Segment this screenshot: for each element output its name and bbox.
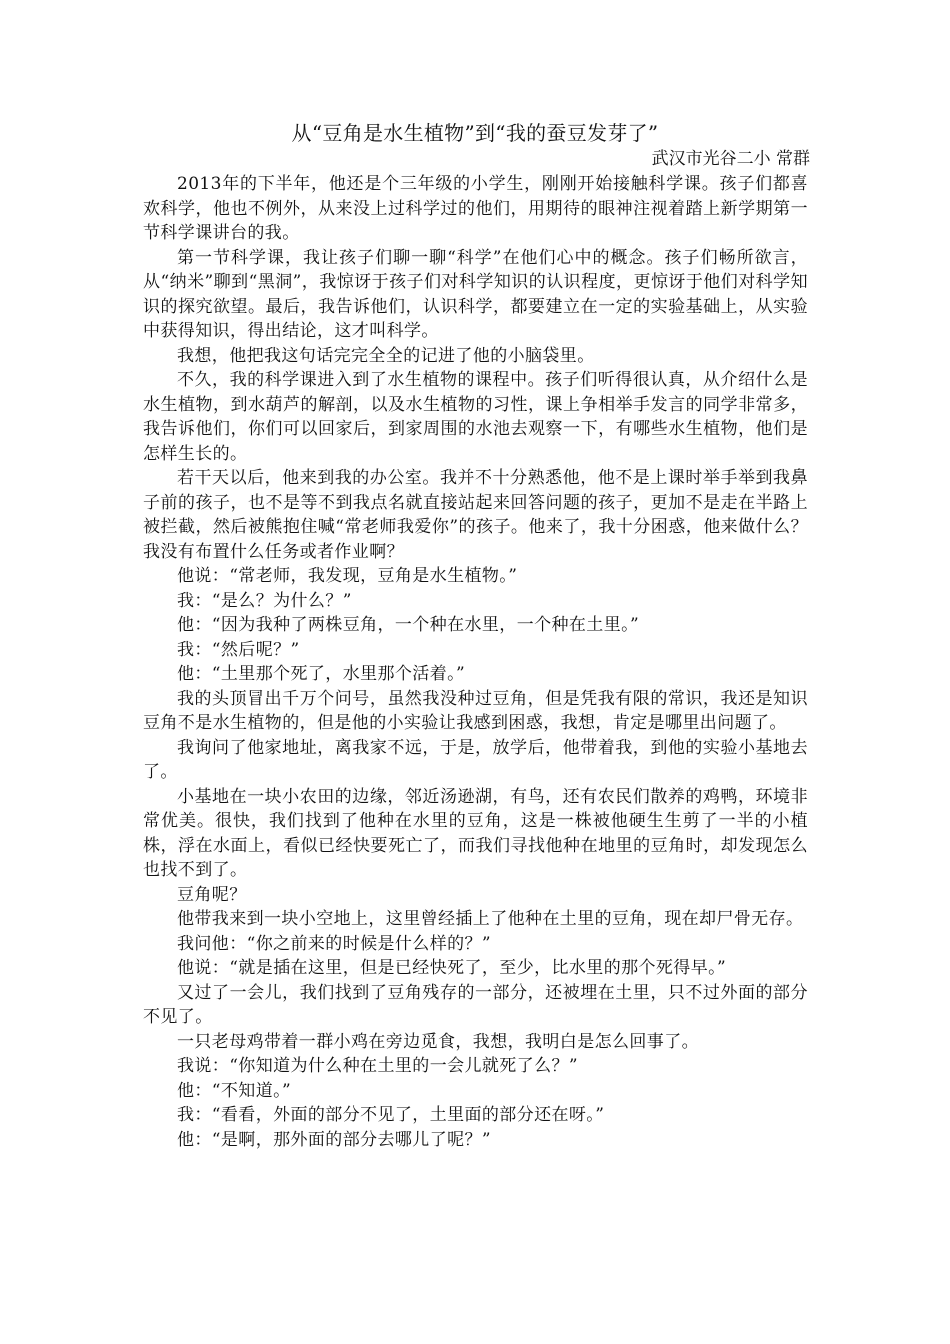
paragraph: 他说：“常老师，我发现，豆角是水生植物。” <box>177 566 518 586</box>
paragraph: 又过了一会儿，我们找到了豆角残存的一部分，还被埋在土里，只不过外面的部分不见了。 <box>143 982 808 1027</box>
paragraph: 他：“是啊，那外面的部分去哪儿了呢？” <box>177 1129 491 1150</box>
paragraph: 我：“是么？为什么？” <box>177 590 352 611</box>
paragraph: 若干天以后，他来到我的办公室。我并不十分熟悉他，他不是上课时举手举到我鼻子前的孩子，也不是等不到我点名就直接站起来回答问题的孩子，更加不是走在半路上被拦截，然后被熊抱住喊“常老师我爱你”的孩子。他来了，我十分困惑，他来做什么？我没有布置什么任务或者作业啊？ <box>143 468 808 562</box>
paragraph: 他说：“就是插在这里，但是已经快死了，至少，比水里的那个死得早。” <box>177 958 727 978</box>
paragraph: 不久，我的科学课进入到了水生植物的课程中。孩子们听得很认真，从介绍什么是水生植物，到水葫芦的解剖，以及水生植物的习性，课上争相举手发言的同学非常多，我告诉他们，你们可以回家后，到家周围的水池去观察一下，有哪些水生植物，他们是怎样生长的。 <box>143 370 808 464</box>
paragraph: 我：“看看，外面的部分不见了，土里面的部分还在呀。” <box>177 1105 605 1125</box>
paragraph: 我说：“你知道为什么种在土里的一会儿就死了么？” <box>177 1056 578 1076</box>
paragraph: 一只老母鸡带着一群小鸡在旁边觅食，我想，我明白是怎么回事了。 <box>177 1031 699 1052</box>
document-body <box>143 172 808 1152</box>
document-title: 从“豆角是水生植物”到“我的蚕豆发芽了” <box>291 121 659 145</box>
paragraph: 我：“然后呢？” <box>177 639 300 660</box>
author-line: 武汉市光谷二小 常群 <box>651 149 810 169</box>
paragraph: 他：“因为我种了两株豆角，一个种在水里，一个种在土里。” <box>177 615 640 635</box>
paragraph: 第一节科学课，我让孩子们聊一聊“科学”在他们心中的概念。孩子们畅所欲言，从“纳米”聊到“黑洞”，我惊讶于孩子们对科学知识的认识程度，更惊讶于他们对科学知识的探究欲望。最后，我告诉他们，认识科学，都要建立在一定的实验基础上，从实验中获得知识，得出结论，这才叫科学。 <box>143 247 808 341</box>
paragraph: 我的头顶冒出千万个问号，虽然我没种过豆角，但是凭我有限的常识，我还是知识豆角不是水生植物的，但是他的小实验让我感到困惑，我想，肯定是哪里出问题了。 <box>143 688 808 733</box>
paragraph: 豆角呢？ <box>177 884 247 905</box>
paragraph: 他：“不知道。” <box>177 1080 292 1101</box>
paragraph: 我询问了他家地址，离我家不远，于是，放学后，他带着我，到他的实验小基地去了。 <box>143 737 808 782</box>
paragraph: 他：“土里那个死了，水里那个活着。” <box>177 664 466 684</box>
paragraph: 2013年的下半年，他还是个三年级的小学生，刚刚开始接触科学课。孩子们都喜欢科学，他也不例外，从来没上过科学过的他们，用期待的眼神注视着踏上新学期第一节科学课讲台的我。 <box>143 174 808 243</box>
paragraph: 他带我来到一块小空地上，这里曾经插上了他种在土里的豆角，现在却尸骨无存。 <box>177 909 804 929</box>
paragraph: 小基地在一块小农田的边缘，邻近汤逊湖，有鸟，还有农民们散养的鸡鸭，环境非常优美。很快，我们找到了他种在水里的豆角，这是一株被他硬生生剪了一半的小植株，浮在水面上，看似已经快要死亡了，而我们寻找他种在地里的豆角时，却发现怎么也找不到了。 <box>143 786 808 880</box>
paragraph: 我问他：“你之前来的时候是什么样的？” <box>177 933 491 954</box>
paragraph: 我想，他把我这句话完完全全的记进了他的小脑袋里。 <box>177 345 595 366</box>
